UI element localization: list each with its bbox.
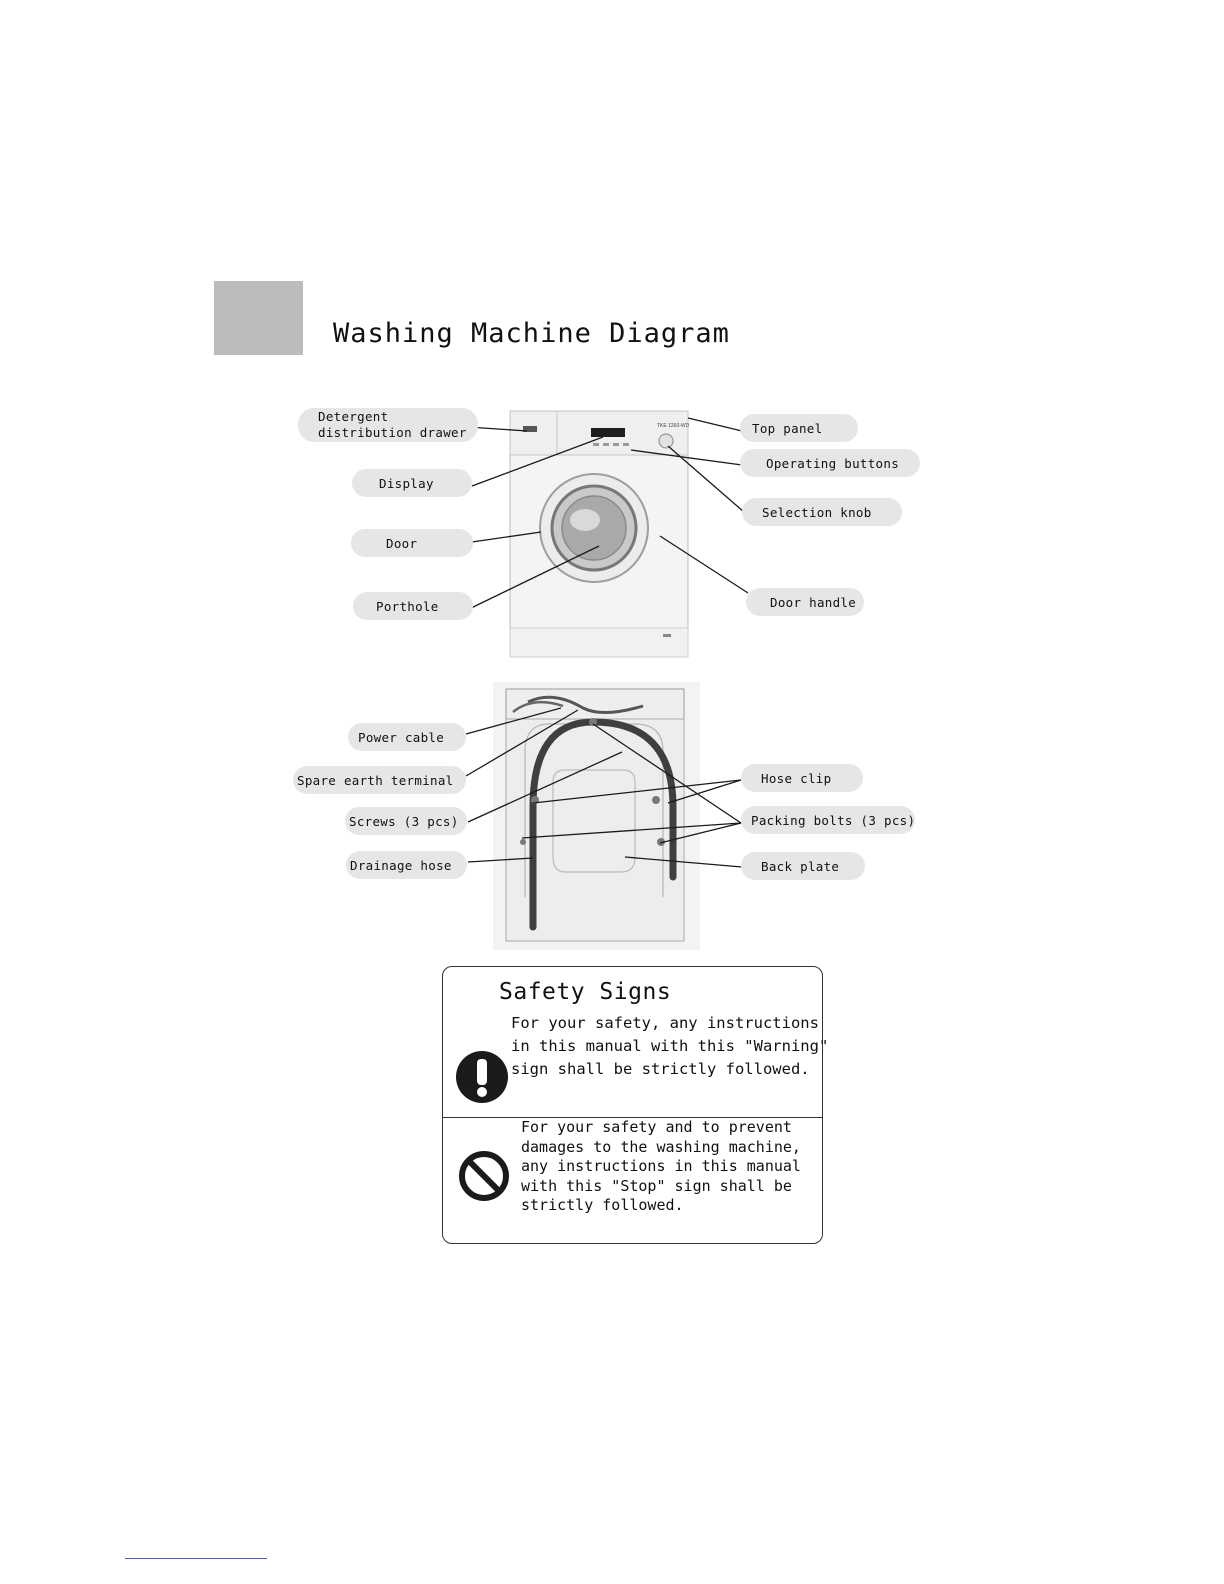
stop-prohibition-icon: [457, 1149, 511, 1203]
label-porthole: Porthole: [353, 592, 473, 620]
safety-signs-box: [442, 966, 829, 1244]
safety-title: Safety Signs: [499, 979, 672, 1005]
label-detergent-drawer: Detergent distribution drawer: [298, 408, 478, 442]
label-back-plate: Back plate: [741, 852, 865, 880]
label-power-cable: Power cable: [348, 723, 466, 751]
label-display: Display: [352, 469, 472, 497]
label-operating-buttons: Operating buttons: [740, 449, 920, 477]
stop-instruction-text: For your safety and to prevent damages to the washing machine, any instructions in this manual with this "Stop" sign shall be strictly followed.: [521, 1118, 801, 1214]
machine-model-text: TKE 1260-WD: [657, 423, 689, 429]
label-drainage-hose: Drainage hose: [346, 851, 467, 879]
footer-rule: [125, 1558, 267, 1559]
label-door: Door: [351, 529, 473, 557]
label-hose-clip: Hose clip: [741, 764, 863, 792]
label-top-panel: Top panel: [740, 414, 858, 442]
label-selection-knob: Selection knob: [742, 498, 902, 526]
warning-instruction-text: For your safety, any instructions in this manual with this "Warning" sign shall be strictly followed.: [511, 1014, 829, 1078]
warning-exclamation-icon: [455, 1050, 509, 1104]
page-title: Washing Machine Diagram: [333, 318, 730, 349]
label-spare-earth-terminal: Spare earth terminal: [293, 766, 466, 794]
label-packing-bolts: Packing bolts (3 pcs): [741, 806, 915, 834]
label-screws: Screws (3 pcs): [345, 807, 467, 835]
label-door-handle: Door handle: [746, 588, 864, 616]
